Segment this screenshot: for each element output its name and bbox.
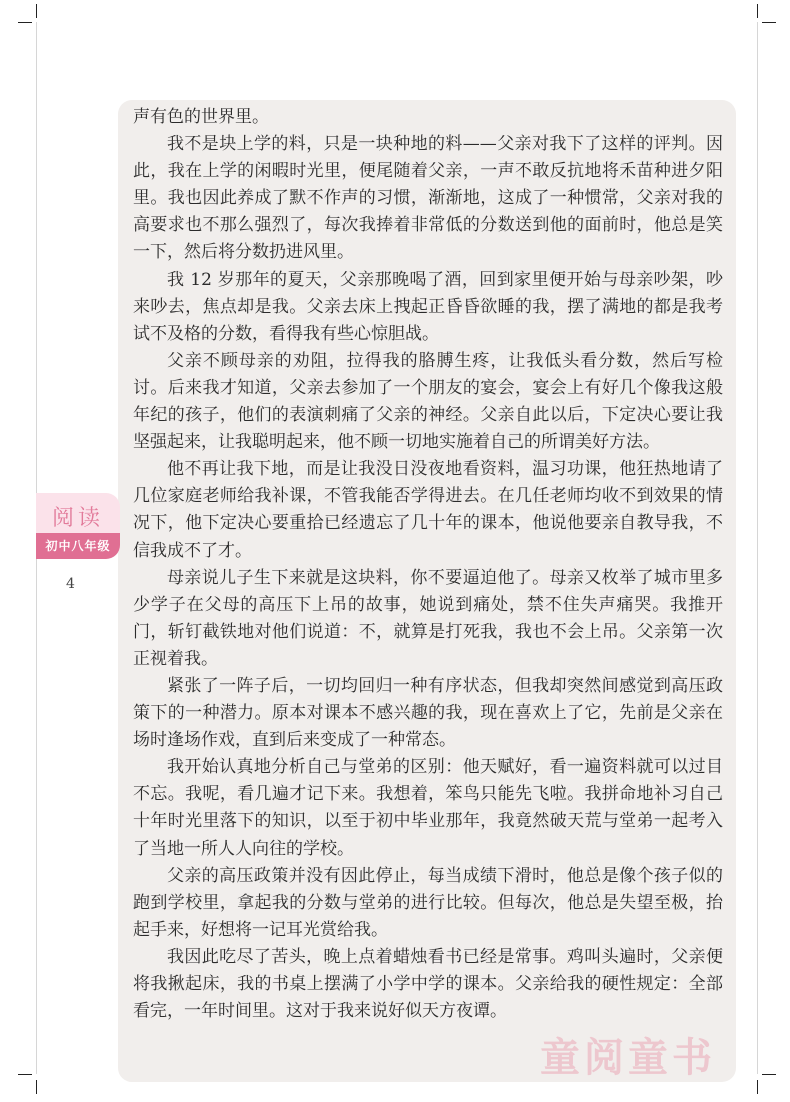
side-tab: [36, 493, 120, 559]
page-number: 4: [66, 576, 75, 592]
crop-mark-bottom-left-v: [36, 1080, 37, 1094]
crop-mark-top-left-v: [36, 4, 37, 18]
paragraph-0: 声有色的世界里。: [133, 107, 269, 127]
side-tab-grade: 初中八年级: [36, 533, 120, 559]
crop-mark-top-right-h: [762, 22, 776, 23]
crop-mark-bottom-right-h: [762, 1074, 776, 1075]
paragraph-7: 我开始认真地分析自己与堂弟的区别：他天赋好，看一遍资料就可以过目不忘。我呢，看几遍才记下来。我想着，笨鸟只能先飞啦。我拼命地补习自己十年时光里落下的知识，以至于初中毕业那年，我竟然破天荒与堂弟一起考入了当地一所人人向往的学校。: [133, 757, 723, 859]
paragraph-6: 紧张了一阵子后，一切均回归一种有序状态，但我却突然间感觉到高压政策下的一种潜力。原本对课本不感兴趣的我，现在喜欢上了它，先前是父亲在场时逢场作戏，直到后来变成了一种常态。: [133, 675, 723, 751]
paragraph-4: 他不再让我下地，而是让我没日没夜地看资料，温习功课，他狂热地请了几位家庭老师给我补课，不管我能否学得进去。在几任老师均收不到效果的情况下，他下定决心要重拾已经遗忘了几十年的课本，他说他要亲自教导我，不信我成不了才。: [133, 459, 723, 561]
paragraph-3: 父亲不顾母亲的劝阻，拉得我的胳膊生疼，让我低头看分数，然后写检讨。后来我才知道，父亲去参加了一个朋友的宴会，宴会上有好几个像我这般年纪的孩子，他们的表演刺痛了父亲的神经。父亲自此以后，下定决心要让我坚强起来，让我聪明起来，他不顾一切地实施着自己的所谓美好方法。: [133, 350, 723, 453]
paragraph-8: 父亲的高压政策并没有因此停止，每当成绩下滑时，他总是像个孩子似的跑到学校里，拿起我的分数与堂弟的进行比较。但每次，他总是失望至极，抬起手来，好想将一记耳光赏给我。: [133, 865, 723, 940]
paragraph-9: 我因此吃尽了苦头，晚上点着蜡烛看书已经是常事。鸡叫头遍时，父亲便将我揪起床，我的书桌上摆满了小学中学的课本。父亲给我的硬性规定：全部看完，一年时间里。这对于我来说好似天方夜谭。: [133, 946, 723, 1022]
crop-mark-bottom-left-h: [18, 1074, 32, 1075]
article-body: [133, 104, 723, 1025]
watermark: 童阅童书: [540, 1034, 716, 1081]
paragraph-1: 我不是块上学的料，只是一块种地的料——父亲对我下了这样的评判。因此，我在上学的闲暇时光里，便尾随着父亲，一声不敢反抗地将禾苗种进夕阳里。我也因此养成了默不作声的习惯，渐渐地，这成了一种惯常，父亲对我的高要求也不那么强烈了，每次我捧着非常低的分数送到他的面前时，他总是笑一下，然后将分数扔进风里。: [133, 134, 723, 263]
crop-mark-top-left-h: [18, 22, 32, 23]
side-tab-title: 阅读: [51, 506, 104, 531]
paragraph-2: 我 12 岁那年的夏天，父亲那晚喝了酒，回到家里便开始与母亲吵架，吵来吵去，焦点却是我。父亲去床上拽起正昏昏欲睡的我，摆了满地的都是我考试不及格的分数，看得我有些心惊胆战。: [133, 269, 723, 344]
crop-mark-top-right-v: [757, 4, 758, 18]
crop-mark-bottom-right-v: [757, 1080, 758, 1094]
paragraph-5: 母亲说儿子生下来就是这块料，你不要逼迫他了。母亲又枚举了城市里多少学子在父母的高压下上吊的故事，她说到痛处，禁不住失声痛哭。我推开门，斩钉截铁地对他们说道：不，就算是打死我，我也不会上吊。父亲第一次正视着我。: [133, 567, 723, 669]
